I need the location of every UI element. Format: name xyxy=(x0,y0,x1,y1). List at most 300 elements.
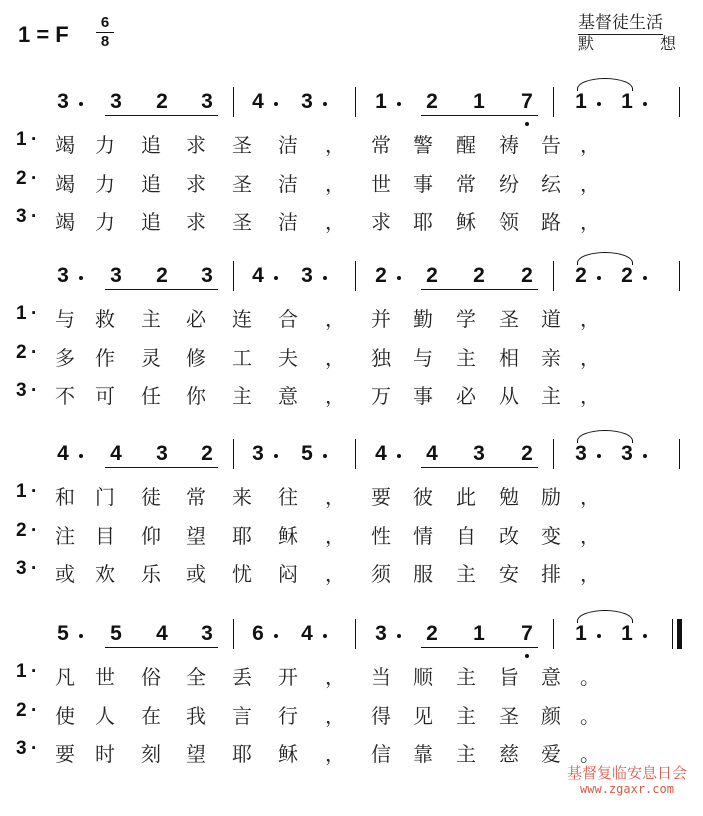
lyric-char: 徒 xyxy=(141,485,161,509)
lyric-char: 与 xyxy=(413,346,433,370)
verse-number: 2 xyxy=(16,700,27,721)
verse-dot: · xyxy=(31,129,38,150)
lyric-char: 醒 xyxy=(456,133,476,157)
lyric-char: 力 xyxy=(95,172,115,196)
verse-number: 3 xyxy=(16,380,27,401)
lyric-char: 丢 xyxy=(232,665,252,689)
lyric-char: ， xyxy=(580,562,600,586)
duration-dot xyxy=(323,102,327,106)
duration-dot xyxy=(79,102,83,106)
lyric-line xyxy=(0,520,703,550)
barline xyxy=(233,261,234,291)
lyric-char: 爱 xyxy=(541,742,561,766)
lyric-line xyxy=(0,558,703,588)
key-signature: 1 = F xyxy=(18,22,69,47)
lyric-char: 作 xyxy=(95,346,115,370)
jianpu-note: 2 xyxy=(521,442,533,465)
lyric-char: 耶 xyxy=(413,210,433,234)
lyric-char: 救 xyxy=(95,307,115,331)
duration-dot xyxy=(397,454,401,458)
barline xyxy=(553,619,554,649)
lyric-char: ， xyxy=(580,307,600,331)
beam-line xyxy=(421,467,538,468)
time-numerator: 6 xyxy=(100,14,110,31)
lyric-char: 多 xyxy=(55,346,75,370)
barline xyxy=(355,261,356,291)
jianpu-note: 3 xyxy=(301,90,313,113)
verse-dot: · xyxy=(31,380,38,401)
barline xyxy=(679,87,680,117)
lyric-line xyxy=(0,303,703,333)
lyric-char: ， xyxy=(325,665,345,689)
lyric-char: 开 xyxy=(278,665,298,689)
lyric-char: 亲 xyxy=(541,346,561,370)
lyric-char: 世 xyxy=(95,665,115,689)
verse-number: 1 xyxy=(16,129,27,150)
watermark-url: www.zgaxr.com xyxy=(580,782,674,796)
lyric-char: 任 xyxy=(141,384,161,408)
lyric-line xyxy=(0,342,703,372)
lyric-char: ， xyxy=(580,133,600,157)
barline xyxy=(553,261,554,291)
lyric-char: 意 xyxy=(278,384,298,408)
lyric-char: 道 xyxy=(541,307,561,331)
verse-number: 1 xyxy=(16,481,27,502)
tie-slur xyxy=(577,78,633,91)
lyric-char: 主 xyxy=(141,307,161,331)
lyric-char: 常 xyxy=(456,172,476,196)
lyric-char: ， xyxy=(325,307,345,331)
duration-dot xyxy=(597,102,601,106)
lyric-char: 往 xyxy=(278,485,298,509)
lyric-char: 变 xyxy=(541,524,561,548)
lyric-char: 乐 xyxy=(141,562,161,586)
lyric-char: 从 xyxy=(499,384,519,408)
duration-dot xyxy=(643,634,647,638)
lyric-char: 顺 xyxy=(413,665,433,689)
lyric-char: 圣 xyxy=(232,172,252,196)
verse-number: 2 xyxy=(16,342,27,363)
jianpu-note: 5 xyxy=(301,442,313,465)
verse-dot: · xyxy=(31,206,38,227)
jianpu-note: 3 xyxy=(473,442,485,465)
lyric-char: ， xyxy=(325,346,345,370)
lyric-char: 竭 xyxy=(55,172,75,196)
lyric-char: 。 xyxy=(580,704,600,728)
lyric-char: 和 xyxy=(55,485,75,509)
lyric-char: 领 xyxy=(499,210,519,234)
lyric-line xyxy=(0,481,703,511)
lyric-char: 主 xyxy=(456,742,476,766)
jianpu-note: 2 xyxy=(426,90,438,113)
verse-dot: · xyxy=(31,168,38,189)
lyric-char: 你 xyxy=(186,384,206,408)
score-system xyxy=(0,436,703,636)
lyric-char: 要 xyxy=(371,485,391,509)
lyric-char: 排 xyxy=(541,562,561,586)
octave-dot xyxy=(525,654,529,658)
lyric-char: 修 xyxy=(186,346,206,370)
lyric-char: 。 xyxy=(580,742,600,766)
jianpu-note: 3 xyxy=(201,90,213,113)
lyric-char: 竭 xyxy=(55,133,75,157)
duration-dot xyxy=(397,102,401,106)
jianpu-note: 1 xyxy=(621,90,633,113)
beam-line xyxy=(105,647,218,648)
barline xyxy=(233,439,234,469)
lyric-char: ， xyxy=(580,485,600,509)
lyric-char: 主 xyxy=(456,346,476,370)
lyric-char: 事 xyxy=(413,172,433,196)
verse-number: 2 xyxy=(16,520,27,541)
lyric-char: 万 xyxy=(371,384,391,408)
jianpu-note: 2 xyxy=(426,264,438,287)
lyric-char: 圣 xyxy=(499,307,519,331)
verse-number: 1 xyxy=(16,303,27,324)
lyric-line xyxy=(0,206,703,236)
lyric-char: 望 xyxy=(186,524,206,548)
lyric-char: 俗 xyxy=(141,665,161,689)
lyric-char: 圣 xyxy=(499,704,519,728)
jianpu-note: 3 xyxy=(375,622,387,645)
time-denominator: 8 xyxy=(100,33,110,50)
verse-number: 1 xyxy=(16,661,27,682)
barline xyxy=(233,619,234,649)
jianpu-note: 4 xyxy=(301,622,313,645)
lyric-char: 稣 xyxy=(278,742,298,766)
lyric-char: 追 xyxy=(141,172,161,196)
jianpu-note: 2 xyxy=(201,442,213,465)
lyric-char: 在 xyxy=(141,704,161,728)
lyric-char: 祷 xyxy=(499,133,519,157)
author-char-2: 想 xyxy=(659,34,676,53)
jianpu-note: 4 xyxy=(252,264,264,287)
verse-number: 3 xyxy=(16,558,27,579)
lyric-char: 学 xyxy=(456,307,476,331)
duration-dot xyxy=(274,276,278,280)
lyric-line xyxy=(0,129,703,159)
lyric-char: 注 xyxy=(55,524,75,548)
jianpu-note: 4 xyxy=(426,442,438,465)
jianpu-note: 2 xyxy=(426,622,438,645)
lyric-char: 见 xyxy=(413,704,433,728)
lyric-char: ， xyxy=(325,485,345,509)
lyric-char: 仰 xyxy=(141,524,161,548)
jianpu-note: 1 xyxy=(473,622,485,645)
lyric-char: 警 xyxy=(413,133,433,157)
lyric-char: ， xyxy=(580,384,600,408)
lyric-char: 望 xyxy=(186,742,206,766)
lyric-char: 当 xyxy=(371,665,391,689)
score-system xyxy=(0,258,703,458)
lyric-line xyxy=(0,700,703,730)
lyric-char: 言 xyxy=(232,704,252,728)
barline xyxy=(355,619,356,649)
lyric-char: 励 xyxy=(541,485,561,509)
jianpu-note: 3 xyxy=(575,442,587,465)
lyric-char: 与 xyxy=(55,307,75,331)
verse-dot: · xyxy=(31,520,38,541)
lyric-char: 刻 xyxy=(141,742,161,766)
lyric-char: 工 xyxy=(232,346,252,370)
jianpu-note: 4 xyxy=(156,622,168,645)
lyric-char: 情 xyxy=(413,524,433,548)
lyric-char: 目 xyxy=(95,524,115,548)
lyric-char: 此 xyxy=(456,485,476,509)
lyric-char: 欢 xyxy=(95,562,115,586)
lyric-char: ， xyxy=(325,133,345,157)
duration-dot xyxy=(274,634,278,638)
jianpu-note: 2 xyxy=(156,264,168,287)
duration-dot xyxy=(597,634,601,638)
octave-dot xyxy=(525,122,529,126)
duration-dot xyxy=(79,634,83,638)
verse-dot: · xyxy=(31,342,38,363)
lyric-char: ， xyxy=(325,524,345,548)
jianpu-note: 4 xyxy=(375,442,387,465)
jianpu-note: 3 xyxy=(57,90,69,113)
jianpu-note: 6 xyxy=(252,622,264,645)
lyric-char: 追 xyxy=(141,210,161,234)
barline xyxy=(553,87,554,117)
lyric-char: 稣 xyxy=(278,524,298,548)
barline xyxy=(355,87,356,117)
lyric-char: 圣 xyxy=(232,133,252,157)
jianpu-note: 2 xyxy=(375,264,387,287)
lyric-char: 靠 xyxy=(413,742,433,766)
lyric-char: ， xyxy=(325,210,345,234)
lyric-char: 旨 xyxy=(499,665,519,689)
jianpu-note: 2 xyxy=(575,264,587,287)
lyric-char: 忧 xyxy=(232,562,252,586)
song-title: 基督徒生活 xyxy=(578,8,663,35)
jianpu-note: 1 xyxy=(575,622,587,645)
lyric-char: 耶 xyxy=(232,524,252,548)
lyric-char: ， xyxy=(580,210,600,234)
duration-dot xyxy=(397,634,401,638)
lyric-line xyxy=(0,661,703,691)
lyric-char: 慈 xyxy=(499,742,519,766)
lyric-char: 或 xyxy=(186,562,206,586)
lyric-char: 意 xyxy=(541,665,561,689)
lyric-line xyxy=(0,380,703,410)
jianpu-note: 3 xyxy=(201,264,213,287)
lyric-char: 力 xyxy=(95,133,115,157)
jianpu-note: 1 xyxy=(473,90,485,113)
lyric-char: 主 xyxy=(456,704,476,728)
lyric-char: 夫 xyxy=(278,346,298,370)
lyric-char: 洁 xyxy=(278,172,298,196)
lyric-char: 主 xyxy=(456,562,476,586)
lyric-char: ， xyxy=(325,562,345,586)
duration-dot xyxy=(274,102,278,106)
jianpu-note: 4 xyxy=(57,442,69,465)
lyric-char: 。 xyxy=(580,665,600,689)
lyric-char: 不 xyxy=(55,384,75,408)
jianpu-note: 3 xyxy=(57,264,69,287)
beam-line xyxy=(421,289,538,290)
verse-dot: · xyxy=(31,558,38,579)
final-barline xyxy=(677,619,682,649)
lyric-char: 我 xyxy=(186,704,206,728)
verse-number: 2 xyxy=(16,168,27,189)
lyric-char: 世 xyxy=(371,172,391,196)
jianpu-note: 4 xyxy=(110,442,122,465)
lyric-char: 力 xyxy=(95,210,115,234)
lyric-char: 改 xyxy=(499,524,519,548)
lyric-char: 洁 xyxy=(278,133,298,157)
lyric-char: ， xyxy=(580,524,600,548)
jianpu-note: 2 xyxy=(521,264,533,287)
verse-dot: · xyxy=(31,481,38,502)
duration-dot xyxy=(643,454,647,458)
beam-line xyxy=(105,115,218,116)
duration-dot xyxy=(323,454,327,458)
lyric-char: 勉 xyxy=(499,485,519,509)
lyric-char: 信 xyxy=(371,742,391,766)
beam-line xyxy=(105,467,218,468)
lyric-char: 门 xyxy=(95,485,115,509)
lyric-char: ， xyxy=(580,346,600,370)
jianpu-note: 3 xyxy=(156,442,168,465)
lyric-char: 来 xyxy=(232,485,252,509)
barline xyxy=(553,439,554,469)
lyric-char: 颜 xyxy=(541,704,561,728)
lyric-char: ， xyxy=(325,704,345,728)
time-signature xyxy=(96,15,114,50)
lyric-char: 事 xyxy=(413,384,433,408)
beam-line xyxy=(421,115,538,116)
lyric-char: 主 xyxy=(541,384,561,408)
verse-dot: · xyxy=(31,700,38,721)
jianpu-note: 3 xyxy=(110,90,122,113)
lyric-char: 求 xyxy=(186,210,206,234)
lyric-char: 并 xyxy=(371,307,391,331)
jianpu-note: 1 xyxy=(375,90,387,113)
barline xyxy=(355,439,356,469)
lyric-char: 稣 xyxy=(456,210,476,234)
jianpu-note: 5 xyxy=(110,622,122,645)
beam-line xyxy=(105,289,218,290)
lyric-char: 勤 xyxy=(413,307,433,331)
lyric-char: 独 xyxy=(371,346,391,370)
barline xyxy=(233,87,234,117)
jianpu-note: 3 xyxy=(110,264,122,287)
lyric-char: 相 xyxy=(499,346,519,370)
jianpu-note: 4 xyxy=(252,90,264,113)
barline xyxy=(679,439,680,469)
duration-dot xyxy=(79,454,83,458)
duration-dot xyxy=(323,634,327,638)
jianpu-note: 1 xyxy=(575,90,587,113)
author-char-1: 默 xyxy=(578,34,595,53)
barline xyxy=(672,619,673,649)
jianpu-note: 2 xyxy=(156,90,168,113)
lyric-char: 洁 xyxy=(278,210,298,234)
lyric-char: 主 xyxy=(232,384,252,408)
duration-dot xyxy=(643,102,647,106)
barline xyxy=(679,261,680,291)
verse-number: 3 xyxy=(16,738,27,759)
lyric-char: 求 xyxy=(371,210,391,234)
lyric-char: 求 xyxy=(186,172,206,196)
lyric-char: 耶 xyxy=(232,742,252,766)
lyric-char: 性 xyxy=(371,524,391,548)
lyric-line xyxy=(0,168,703,198)
duration-dot xyxy=(643,276,647,280)
lyric-char: ， xyxy=(325,172,345,196)
duration-dot xyxy=(597,276,601,280)
lyric-char: 灵 xyxy=(141,346,161,370)
lyric-char: 竭 xyxy=(55,210,75,234)
verse-number: 3 xyxy=(16,206,27,227)
jianpu-note: 2 xyxy=(621,264,633,287)
lyric-char: 行 xyxy=(278,704,298,728)
jianpu-note: 3 xyxy=(621,442,633,465)
lyric-char: 常 xyxy=(186,485,206,509)
duration-dot xyxy=(323,276,327,280)
lyric-char: 路 xyxy=(541,210,561,234)
lyric-char: 必 xyxy=(456,384,476,408)
lyric-char: 安 xyxy=(499,562,519,586)
jianpu-note: 3 xyxy=(301,264,313,287)
lyric-char: 得 xyxy=(371,704,391,728)
lyric-char: 彼 xyxy=(413,485,433,509)
jianpu-note: 3 xyxy=(201,622,213,645)
lyric-char: ， xyxy=(580,172,600,196)
lyric-char: 时 xyxy=(95,742,115,766)
lyric-char: 常 xyxy=(371,133,391,157)
duration-dot xyxy=(597,454,601,458)
lyric-char: 告 xyxy=(541,133,561,157)
lyric-char: 凡 xyxy=(55,665,75,689)
lyric-char: 纭 xyxy=(541,172,561,196)
duration-dot xyxy=(79,276,83,280)
jianpu-note: 2 xyxy=(473,264,485,287)
lyric-char: 合 xyxy=(278,307,298,331)
lyric-char: 人 xyxy=(95,704,115,728)
lyric-char: ， xyxy=(325,384,345,408)
jianpu-note: 5 xyxy=(57,622,69,645)
duration-dot xyxy=(274,454,278,458)
beam-line xyxy=(421,647,538,648)
lyric-char: 必 xyxy=(186,307,206,331)
verse-dot: · xyxy=(31,303,38,324)
lyric-char: 纷 xyxy=(499,172,519,196)
jianpu-note: 3 xyxy=(252,442,264,465)
duration-dot xyxy=(397,276,401,280)
lyric-char: ， xyxy=(325,742,345,766)
verse-dot: · xyxy=(31,738,38,759)
jianpu-note: 7 xyxy=(521,90,533,113)
lyric-char: 连 xyxy=(232,307,252,331)
lyric-char: 自 xyxy=(456,524,476,548)
lyric-char: 服 xyxy=(413,562,433,586)
lyric-char: 要 xyxy=(55,742,75,766)
lyric-char: 或 xyxy=(55,562,75,586)
lyric-char: 圣 xyxy=(232,210,252,234)
lyric-char: 使 xyxy=(55,704,75,728)
lyric-char: 追 xyxy=(141,133,161,157)
jianpu-note: 1 xyxy=(621,622,633,645)
lyric-char: 主 xyxy=(456,665,476,689)
jianpu-note: 7 xyxy=(521,622,533,645)
lyric-char: 可 xyxy=(95,384,115,408)
lyric-char: 须 xyxy=(371,562,391,586)
lyric-char: 全 xyxy=(186,665,206,689)
watermark-text: 基督复临安息日会 xyxy=(566,764,687,782)
song-author xyxy=(578,31,676,54)
